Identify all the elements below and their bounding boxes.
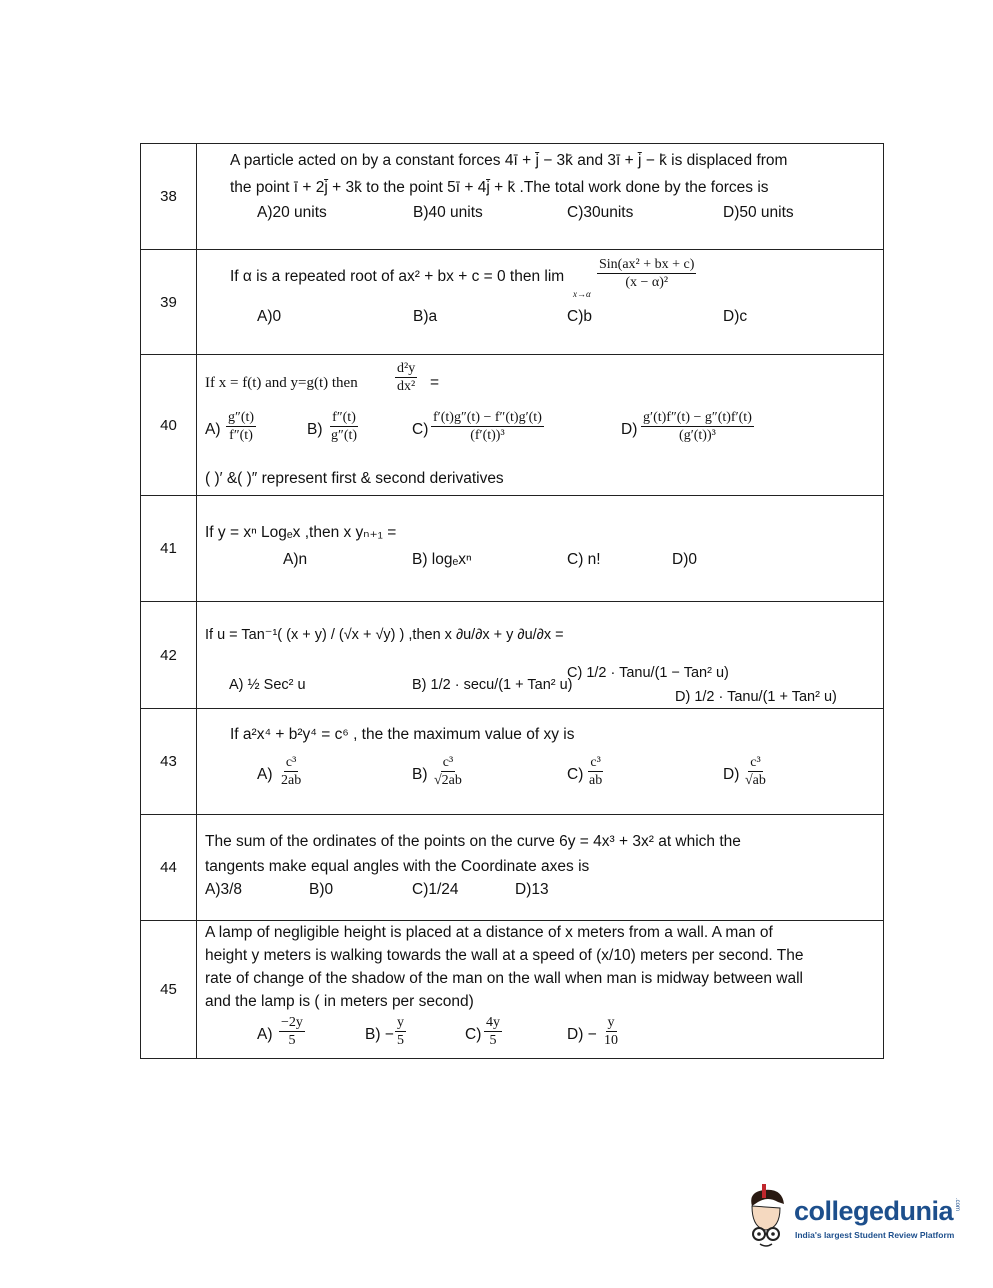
question-row-39 [141,250,884,355]
question-text: If x = f(t) and y=g(t) then [205,375,358,391]
question-row-38 [141,144,884,250]
option-a: A)n [283,551,308,568]
option-a-label: A) [257,1026,273,1043]
question-number: 42 [141,602,197,709]
question-text: If a²x⁴ + b²y⁴ = c⁶ , the the maximum value of xy is [230,726,575,743]
question-text: the point ī + 2j̄ + 3k̄ to the point 5ī + 4j̄ + k̄ .The total work done by the forces is [230,179,769,196]
option-c-fraction [431,409,544,444]
option-a: A) ½ Sec² u [229,677,306,693]
limit-fraction [597,256,696,291]
fraction-denominator: ab [589,773,603,788]
fraction-numerator: 4y [486,1015,500,1030]
option-d-fraction [641,409,754,444]
option-b: B)a [413,308,438,325]
question-text: The sum of the ordinates of the points on the curve 6y = 4x³ + 3x² at which the [205,833,741,850]
option-c: C)b [567,308,592,325]
question-number: 45 [141,921,197,1059]
option-d: D)13 [515,881,549,898]
fraction-denominator: √ab [745,773,766,788]
option-c: C) n! [567,551,601,568]
question-text: A particle acted on by a constant forces 4ī + j̄ − 3k̄ and 3ī + j̄ − k̄ is displaced from [230,152,788,169]
brand-suffix: .com [954,1198,960,1212]
option-b-fraction [329,409,359,444]
fraction-denominator: 5 [288,1033,296,1048]
fraction-denominator: 2ab [281,773,302,788]
question-row-44 [141,815,884,921]
option-d: D)0 [672,551,697,568]
fraction-denominator: (f′(t))³ [470,428,505,443]
fraction-numerator: −2y [281,1015,303,1030]
question-row-42 [141,602,884,709]
option-c: C)1/24 [412,881,459,898]
collegedunia-logo[interactable] [738,1184,958,1250]
fraction-numerator: Sin(ax² + bx + c) [599,257,695,272]
fraction-numerator: d²y [397,361,416,376]
question-text: If y = xⁿ Logₑx ,then x yₙ₊₁ = [205,524,397,541]
fraction-denominator: dx² [397,379,416,394]
question-text: A lamp of negligible height is placed at a distance of x meters from a wall. A man of [205,924,773,941]
fraction-numerator: c³ [590,755,601,770]
fraction-denominator: 5 [489,1033,497,1048]
question-number: 39 [141,250,197,355]
option-d-label: D) − [567,1026,597,1043]
brand-tagline: India's largest Student Review Platform [795,1230,955,1240]
question-text: If u = Tan⁻¹( (x + y) / (√x + √y) ) ,then x ∂u/∂x + y ∂u/∂x = [205,627,564,643]
option-c-label: C) [567,766,584,783]
limit-subscript: x→α [573,289,591,299]
question-number: 41 [141,496,197,602]
question-number: 40 [141,355,197,496]
question-number: 44 [141,815,197,921]
question-row-41 [141,496,884,602]
question-number: 38 [141,144,197,250]
fraction-denominator: 5 [397,1033,404,1048]
fraction-denominator: g″(t) [331,428,358,443]
option-c-fraction [484,1014,502,1049]
option-d: D)c [723,308,748,325]
derivative-fraction [395,360,417,395]
option-b-label: B) [412,766,428,783]
fraction-denominator: √2ab [434,773,462,788]
option-a-fraction [226,409,256,444]
brand-name: collegedunia [794,1196,954,1226]
fraction-numerator: f′(t)g″(t) − f″(t)g′(t) [433,410,542,425]
fraction-numerator: y [607,1015,615,1030]
fraction-numerator: g″(t) [228,410,255,425]
option-d-label: D) [723,766,740,783]
question-number: 43 [141,709,197,815]
option-d-fraction [602,1014,620,1049]
question-text: tangents make equal angles with the Coordinate axes is [205,858,590,875]
option-b-label: B) [307,421,323,438]
option-b: B) logₑxⁿ [412,551,472,568]
fraction-numerator: c³ [442,755,454,770]
option-c-fraction [587,754,604,789]
question-text: rate of change of the shadow of the man on the wall when man is midway between wall [205,970,803,987]
option-b-fraction [395,1014,406,1049]
fraction-numerator: y [397,1015,404,1030]
option-a: A)3/8 [205,881,243,898]
option-a-label: A) [257,766,273,783]
option-a-label: A) [205,421,221,438]
fraction-denominator: (g′(t))³ [679,428,716,443]
option-a: A)20 units [257,204,327,221]
option-b: B)40 units [413,204,483,221]
question-table [140,143,884,1059]
option-b-label: B) − [365,1026,394,1043]
option-d-label: D) [621,421,638,438]
fraction-denominator: f″(t) [229,428,253,443]
question-text: height y meters is walking towards the wall at a speed of (x/10) meters per second. The [205,947,804,964]
fraction-numerator: f″(t) [332,410,356,425]
question-text: If α is a repeated root of ax² + bx + c = 0 then lim [230,268,565,285]
option-b: B) 1/2 · secu/(1 + Tan² u) [412,677,573,693]
option-c-label: C) [412,421,429,438]
fraction-numerator: c³ [285,755,297,770]
option-a: A)0 [257,308,282,325]
option-b: B)0 [309,881,334,898]
option-d: D) 1/2 · Tanu/(1 + Tan² u) [675,689,837,705]
question-row-45 [141,921,884,1059]
question-row-40 [141,355,884,496]
fraction-denominator: (x − α)² [625,275,669,290]
option-b-fraction [432,754,464,789]
fraction-numerator: c³ [750,755,761,770]
option-d: D)50 units [723,204,794,221]
option-c: C) 1/2 · Tanu/(1 − Tan² u) [567,665,729,681]
option-a-fraction [279,1014,305,1049]
option-d-fraction [743,754,768,789]
derivative-note: ( )′ &( )″ represent first & second derivatives [205,470,504,487]
option-c-label: C) [465,1026,482,1043]
fraction-denominator: 10 [604,1033,618,1048]
equals-sign: = [430,374,440,391]
question-row-43 [141,709,884,815]
fraction-numerator: g′(t)f″(t) − g″(t)f′(t) [643,410,752,425]
student-mascot-icon [738,1184,794,1250]
option-c: C)30units [567,204,634,221]
option-a-fraction [279,754,303,789]
question-text: and the lamp is ( in meters per second) [205,993,474,1010]
